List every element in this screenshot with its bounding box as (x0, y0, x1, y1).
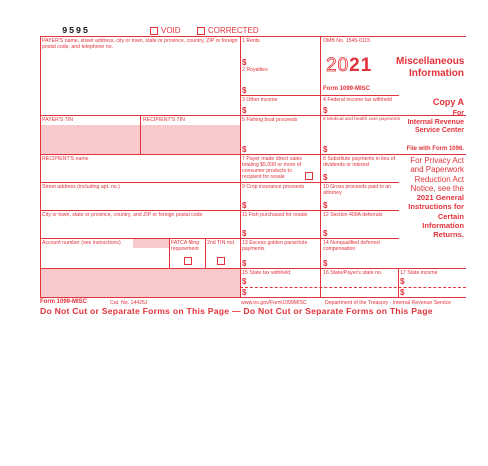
instructions-line-5: Returns. (433, 230, 464, 240)
footer-form (40, 299, 87, 305)
copy-heading: Copy A (432, 97, 464, 107)
year-outline: 20 (326, 55, 350, 76)
omb-label: OMB No. 1545-0115 (323, 38, 371, 44)
box6-dollar: $ (323, 145, 328, 154)
box17-dollar-b: $ (400, 288, 405, 297)
tin2-checkbox[interactable] (217, 257, 225, 265)
fatca-label: FATCA filing requirement (171, 240, 200, 252)
city-label: City or town, state or province, country, and ZIP or foreign postal code (42, 212, 203, 218)
frame-bottom (40, 297, 466, 298)
payer-tin-field[interactable] (40, 125, 140, 154)
col-divider-1 (240, 36, 241, 298)
box5-label: 5 Fishing boat proceeds (242, 117, 298, 123)
box4-label: 4 Federal income tax withheld (323, 97, 392, 103)
form-name-text: Form 1099-MISC (323, 86, 371, 92)
form-title (396, 56, 464, 80)
instructions-ref (396, 193, 464, 239)
form-code: 9595 (62, 26, 90, 36)
row-line-9 (240, 182, 399, 183)
box16-label: 16 State/Payer's state no. (323, 270, 383, 276)
box2-label: 2 Royalties (242, 67, 268, 73)
copy-service-text: Service Center (414, 127, 464, 134)
privacy-line-3: Reduction Act (414, 174, 464, 184)
row-line-left-3 (40, 182, 240, 183)
box12-label: 12 Section 409A deferrals (323, 212, 383, 218)
recipient-tin-field[interactable] (141, 125, 240, 154)
privacy-line-4: Notice, see the (410, 183, 464, 193)
row-line-11 (240, 210, 399, 211)
box15-dollar-a: $ (242, 277, 247, 286)
box4-dollar: $ (323, 106, 328, 115)
footer-url: www.irs.gov/Form1099MISC (241, 300, 307, 306)
box8-label: 8 Substitute payments in lieu of dividends or interest (323, 156, 396, 168)
box7-label: 7 Payer made direct sales totaling $5,000 or more of consumer products to recipient for resale (242, 156, 302, 180)
box5-dollar: $ (242, 145, 247, 154)
box3-dollar: $ (242, 106, 247, 115)
account-label: Account number (see instructions) (42, 240, 121, 246)
row-line-3 (240, 95, 399, 96)
box15-label: 15 State tax withheld (242, 270, 291, 276)
frame-top (40, 36, 466, 37)
frame-left (40, 36, 41, 298)
box15-dollar-b: $ (242, 288, 247, 297)
tax-year (326, 55, 372, 77)
box17-dollar-a: $ (400, 277, 405, 286)
instructions-line-1: 2021 General (416, 193, 464, 202)
tin-divider (140, 115, 141, 155)
street-label: Street address (including apt. no.) (42, 184, 120, 190)
row-line-7 (240, 154, 466, 155)
box13-label: 13 Excess golden parachute payments (242, 240, 308, 252)
fatca-checkbox[interactable] (184, 257, 192, 265)
corrected-label: CORRECTED (208, 26, 259, 35)
box11-label: 11 Fish purchased for resale (242, 212, 308, 218)
col-divider-3 (398, 268, 399, 298)
copy-irs-text: Internal Revenue (407, 118, 464, 126)
recipient-name-label: RECIPIENT'S name (42, 156, 89, 162)
box14-label: 14 Nonqualified deferred compensation (323, 240, 380, 252)
row-line-13 (240, 238, 399, 239)
box17-label: 17 State income (400, 270, 438, 276)
footer-dept: Department of the Treasury - Internal Revenue Service (325, 300, 452, 306)
box11-dollar: $ (242, 229, 247, 238)
footer-cat: Cat. No. 14425J (110, 300, 148, 306)
box1-dollar: $ (242, 58, 247, 67)
privacy-notice (400, 156, 464, 193)
footer-form-text: Form 1099-MISC (40, 299, 88, 305)
fatca-divider (169, 238, 170, 268)
box1-label: 1 Rents (242, 38, 260, 44)
box6-label: 6 Medical and health care payments (323, 117, 401, 122)
bottom-left-shade (40, 268, 240, 298)
corrected-checkbox[interactable] (197, 27, 205, 35)
row-line-15 (40, 268, 466, 269)
account-shade (133, 238, 169, 248)
footer-banner: Do Not Cut or Separate Forms on This Page — Do Not Cut or Separate Forms on This Page (40, 306, 433, 316)
file-with: File with Form 1096. (406, 146, 464, 152)
copy-for (400, 110, 464, 136)
payer-name-label: PAYER'S name, street address, city or town, state or province, country, ZIP or foreign postal code, and telephone no. (42, 38, 238, 50)
row-line-left-4 (40, 210, 240, 211)
void-label: VOID (161, 26, 181, 35)
box7-checkbox[interactable] (305, 172, 313, 180)
box12-dollar: $ (323, 229, 328, 238)
box14-dollar: $ (323, 259, 328, 268)
tin2-label: 2nd TIN not. (207, 240, 236, 246)
void-checkbox[interactable] (150, 27, 158, 35)
box9-label: 9 Crop insurance proceeds (242, 184, 305, 190)
box8-dollar: $ (323, 173, 328, 182)
year-bold: 21 (349, 55, 373, 76)
copy-block (400, 97, 464, 108)
row-line-left-2 (40, 154, 240, 155)
instructions-line-2: Instructions for (408, 202, 464, 212)
form-name (323, 86, 370, 92)
box10-dollar: $ (323, 201, 328, 210)
row-line-left-1 (40, 115, 240, 116)
box10-label: 10 Gross proceeds paid to an attorney (323, 184, 392, 196)
title-line-2: Information (409, 68, 464, 79)
box9-dollar: $ (242, 201, 247, 210)
copy-for-text: For (452, 110, 464, 117)
payer-tin-label: PAYER'S TIN (42, 117, 73, 123)
title-line-1: Miscellaneous (396, 56, 465, 67)
tin2-divider (205, 238, 206, 268)
col-divider-2 (320, 36, 321, 298)
row-line-left-5 (40, 238, 240, 239)
instructions-line-3: Certain (437, 211, 464, 221)
privacy-line-2: and Paperwork (410, 165, 464, 175)
box13-dollar: $ (242, 259, 247, 268)
instructions-line-4: Information (422, 220, 464, 230)
box2-dollar: $ (242, 86, 247, 95)
box3-label: 3 Other income (242, 97, 278, 103)
recipient-tin-label: RECIPIENT'S TIN (143, 117, 185, 123)
privacy-line-1: For Privacy Act (410, 156, 464, 165)
box15-divider (240, 287, 466, 288)
